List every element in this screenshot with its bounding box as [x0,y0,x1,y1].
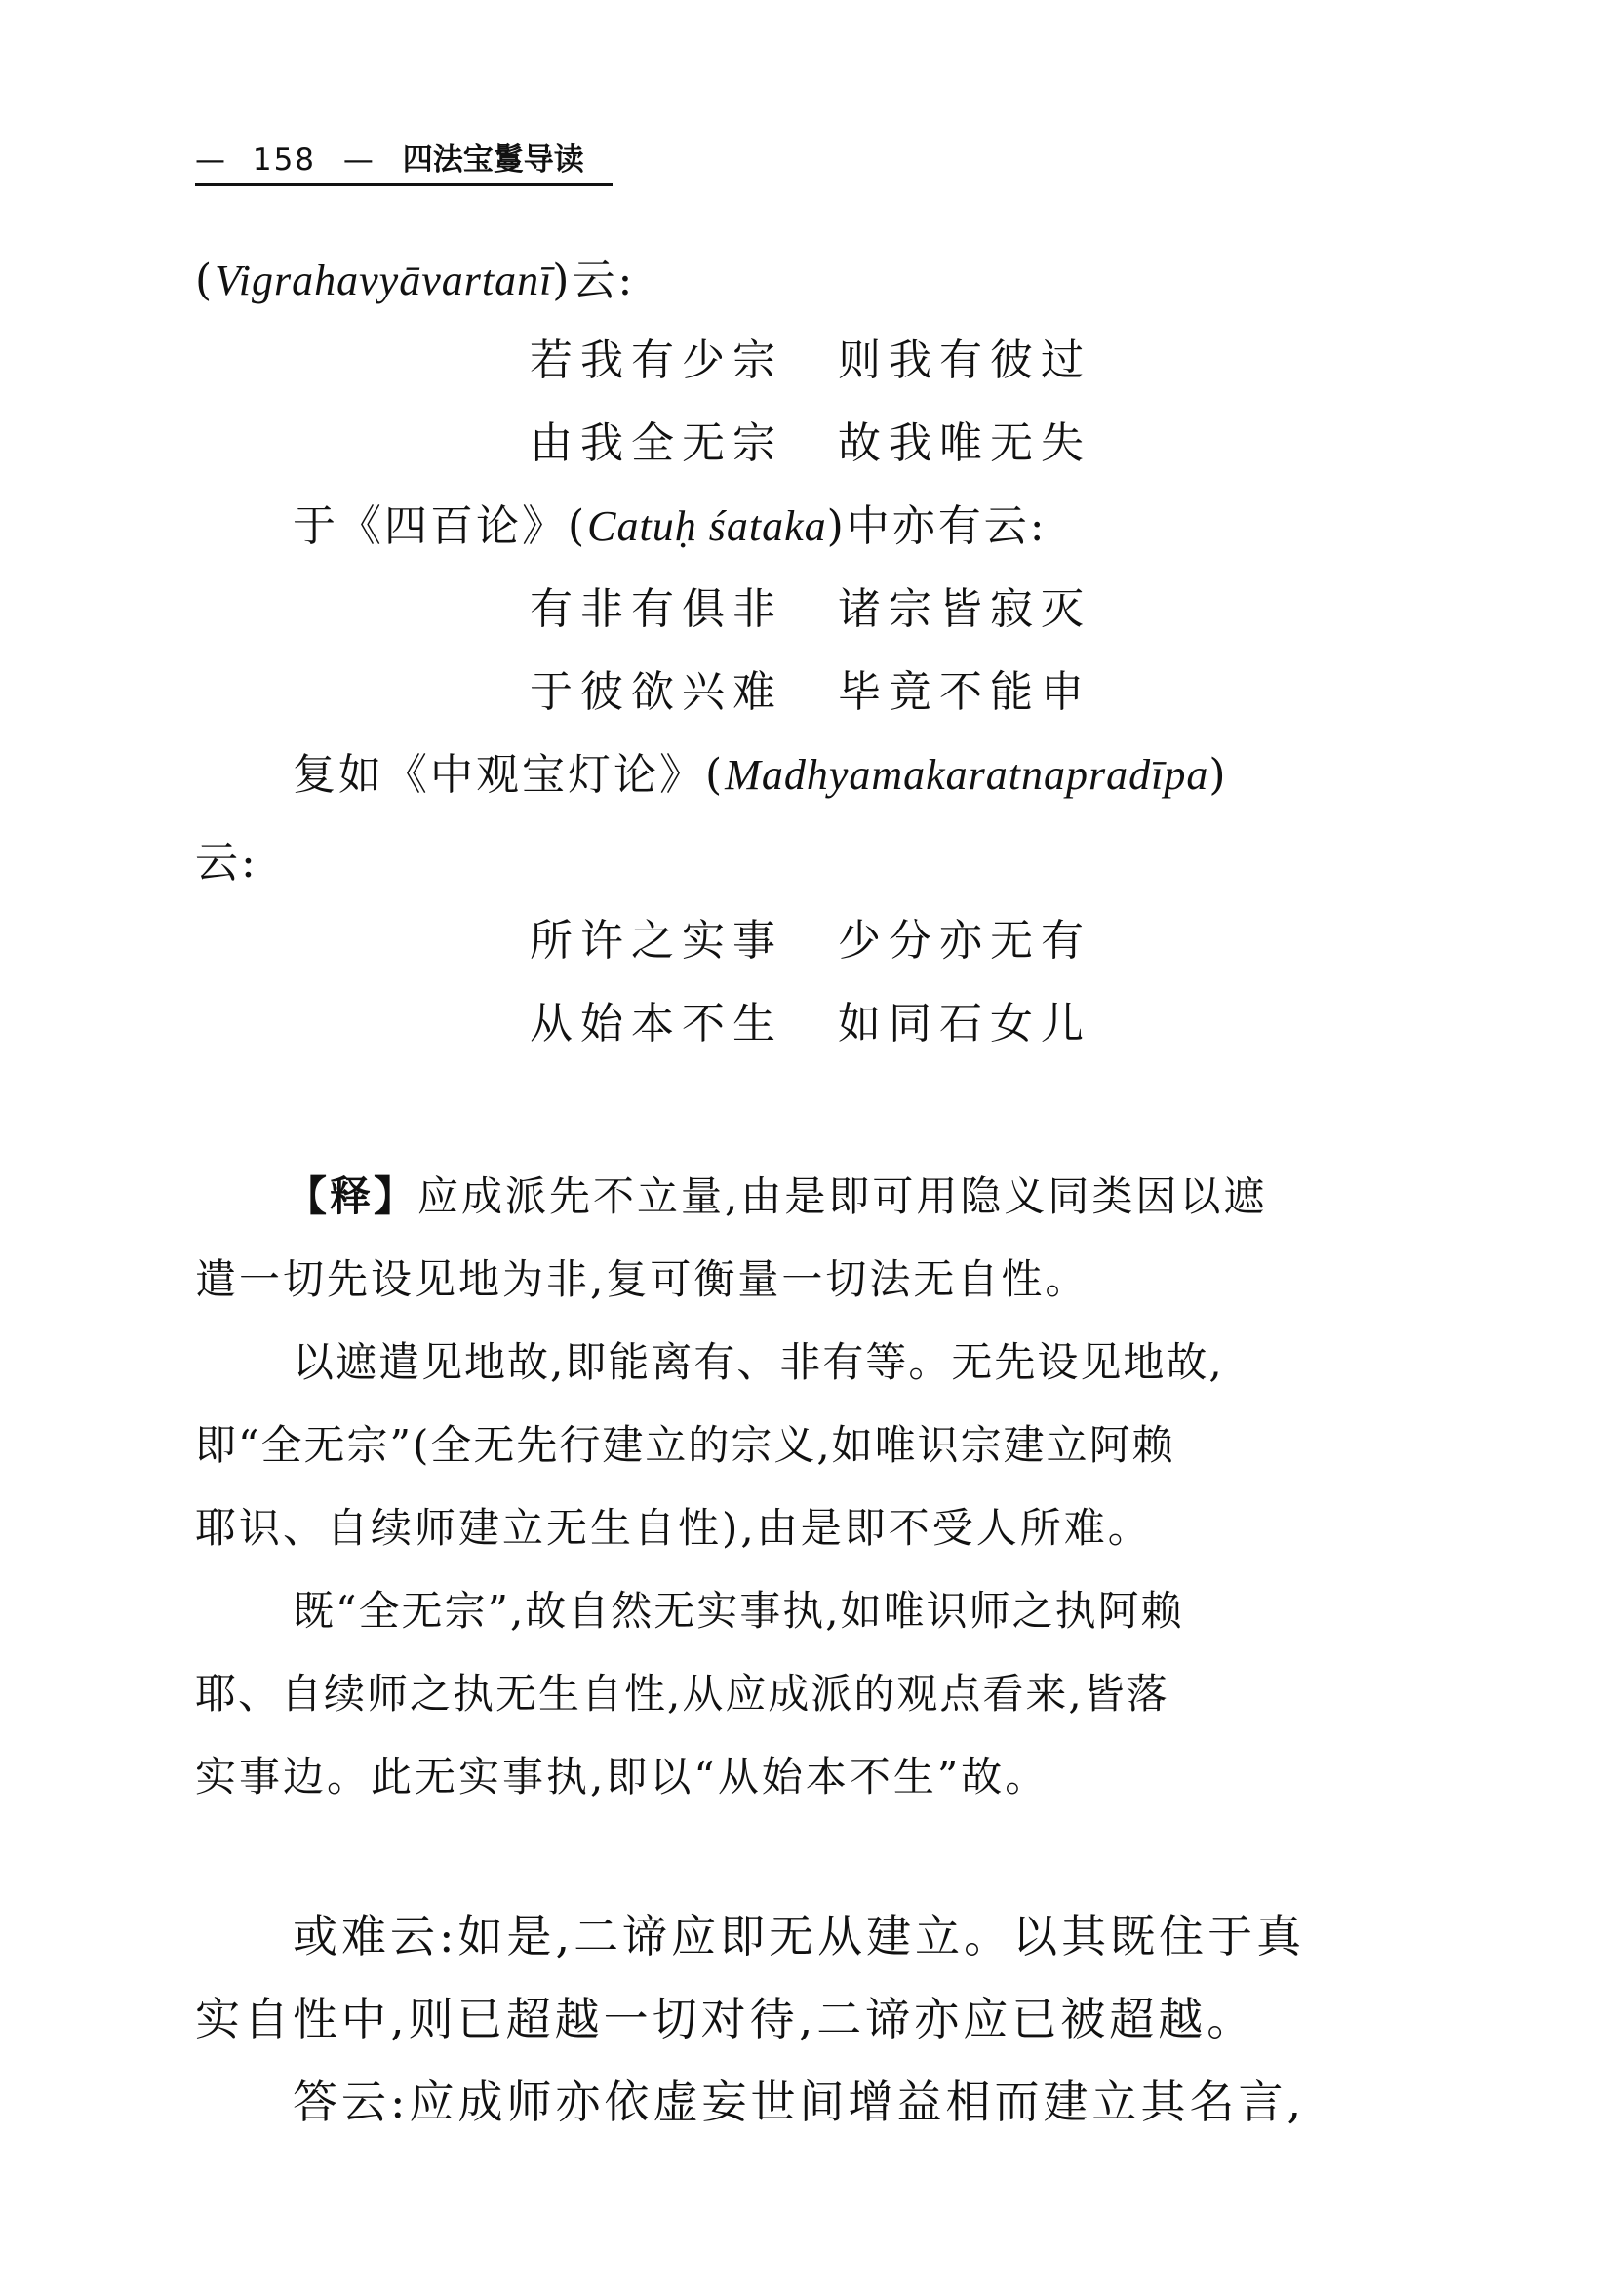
header-rule [195,183,613,186]
verse-phrase: 于彼欲兴难 [530,667,783,717]
book-title: 四法宝鬘导读 [402,142,584,178]
verse-phrase: 如同石女儿 [838,999,1091,1049]
quote3-intro-pre: 复如《中观宝灯论》( [293,750,726,800]
verse-phrase: 诸宗皆寂灭 [838,584,1091,634]
quote3-intro-continuation: 云: [195,838,258,888]
quote1-verse-line2 [530,415,1091,473]
verse-phrase: 少分亦无有 [838,916,1091,966]
verse-phrase: 若我有少宗 [530,336,783,385]
main-p1-line1: 或难云:如是,二谛应即无从建立。以其既住于真 [293,1910,1306,1962]
commentary-p1-line1 [286,1168,1267,1226]
commentary-p3-line3: 实事边。此无实事执,即以“从始本不生”故。 [195,1753,1049,1801]
quote1-verse-line1 [530,332,1091,390]
quote2-intro [293,497,1048,556]
quote2-intro-pre: 于《四百论》( [293,501,588,551]
verse-phrase: 由我全无宗 [530,418,783,468]
running-header [195,135,584,178]
quote3-source-latin: Madhyamakaratnapradīpa [725,751,1209,799]
commentary-text: 应成派先不立量,由是即可用隐义同类因以遮 [417,1172,1268,1220]
quote3-verse-line2 [530,995,1091,1053]
page-number: 158 [252,142,317,178]
verse-phrase: 则我有彼过 [838,336,1091,385]
quote2-source-latin: Catuḥ śataka [587,502,827,550]
verse-phrase: 有非有俱非 [530,584,783,634]
header-dash-left: — [195,142,225,178]
commentary-label: 【释】 [286,1172,418,1220]
quote1-intro [195,252,635,310]
verse-phrase: 毕竟不能申 [838,667,1091,717]
quote1-intro-open: ( [195,256,216,305]
verse-phrase: 从始本不生 [530,999,783,1049]
quote3-verse-line1 [530,912,1091,970]
commentary-p3-line2: 耶、自续师之执无生自性,从应成派的观点看来,皆落 [195,1670,1169,1718]
main-p1-line2: 实自性中,则已超越一切对待,二谛亦应已被超越。 [195,1993,1256,2045]
quote3-intro [293,746,1229,805]
quote3-intro-post: ) [1208,750,1229,800]
commentary-p2-line1: 以遮遣见地故,即能离有、非有等。无先设见地故, [293,1338,1224,1386]
commentary-p3-line1: 既“全无宗”,故自然无实事执,如唯识师之执阿赖 [293,1587,1184,1635]
commentary-p2-line2: 即“全无宗”(全无先行建立的宗义,如唯识宗建立阿赖 [195,1421,1175,1469]
quote2-intro-post: )中亦有云: [826,501,1048,551]
verse-phrase: 故我唯无失 [838,418,1091,468]
quote1-source-latin: Vigrahavyāvartanī [215,257,553,304]
commentary-p2-line3: 耶识、自续师建立无生自性),由是即不受人所难。 [195,1504,1152,1552]
commentary-p1-line2: 遣一切先设见地为非,复可衡量一切法无自性。 [195,1255,1089,1303]
header-dash-right: — [342,142,374,178]
main-p2-line1: 答云:应成师亦依虚妄世间增益相而建立其名言, [293,2076,1306,2128]
verse-phrase: 所许之实事 [530,916,783,966]
quote1-intro-close: )云: [552,256,636,305]
quote2-verse-line2 [530,663,1091,722]
quote2-verse-line1 [530,580,1091,639]
